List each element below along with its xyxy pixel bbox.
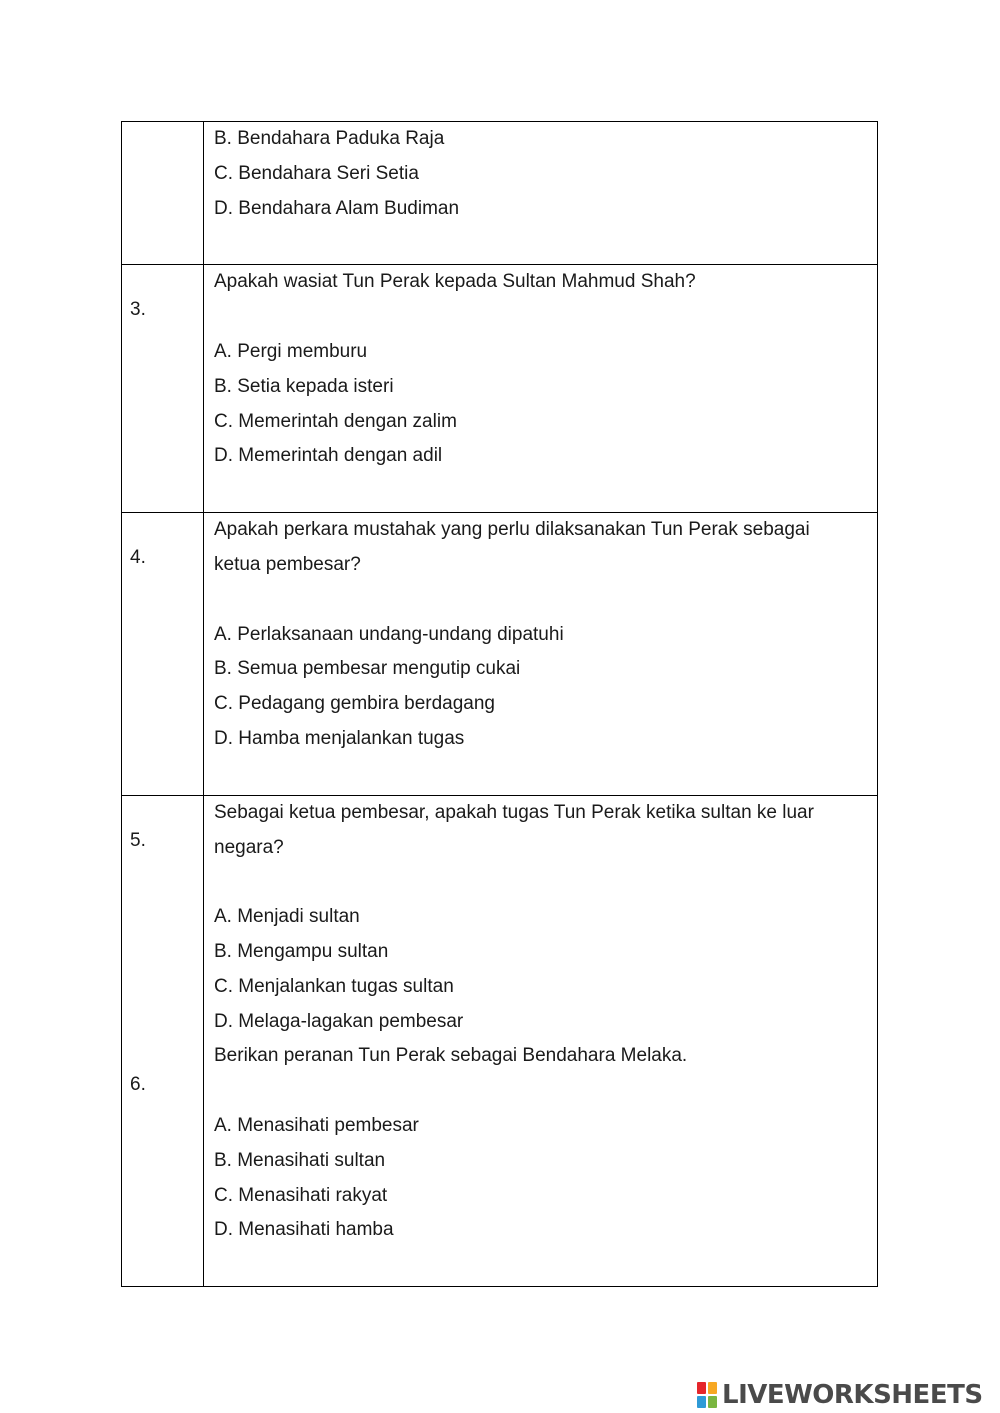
question-5-text: Sebagai ketua pembesar, apakah tugas Tun Perak ketika sultan ke luar xyxy=(214,801,814,823)
option-a: A. Perlaksanaan undang-undang dipatuhi xyxy=(214,623,564,645)
question-content xyxy=(204,796,877,1286)
question-text-cont: ketua pembesar? xyxy=(214,553,361,575)
question-6-text: Berikan peranan Tun Perak sebagai Bendahara Melaka. xyxy=(214,1045,688,1067)
option-c: C. Pedagang gembira berdagang xyxy=(214,693,495,715)
q6-option-a: A. Menasihati pembesar xyxy=(214,1114,419,1136)
question-number-5: 5. xyxy=(130,829,146,851)
question-row-continued xyxy=(122,122,877,264)
liveworksheets-logo xyxy=(697,1378,983,1412)
logo-square-blue xyxy=(697,1396,706,1408)
question-text: Apakah perkara mustahak yang perlu dilaksanakan Tun Perak sebagai xyxy=(214,519,810,541)
option-a: A. Pergi memburu xyxy=(214,340,368,362)
question-number-cell xyxy=(122,796,204,1286)
question-row-5-6 xyxy=(122,795,877,1286)
question-number: 3. xyxy=(130,299,146,321)
question-number: 4. xyxy=(130,547,146,569)
question-content xyxy=(204,265,877,512)
q5-option-a: A. Menjadi sultan xyxy=(214,906,360,928)
option-c: C. Bendahara Seri Setia xyxy=(214,162,419,184)
option-c: C. Memerintah dengan zalim xyxy=(214,410,457,432)
logo-square-red xyxy=(697,1382,706,1394)
question-row-4 xyxy=(122,512,877,795)
option-d: D. Hamba menjalankan tugas xyxy=(214,727,465,749)
q5-option-b: B. Mengampu sultan xyxy=(214,940,389,962)
option-b: B. Setia kepada isteri xyxy=(214,375,394,397)
q6-option-d: D. Menasihati hamba xyxy=(214,1219,394,1241)
question-number-6: 6. xyxy=(130,1073,146,1095)
option-b: B. Semua pembesar mengutip cukai xyxy=(214,658,521,680)
question-5-text-cont: negara? xyxy=(214,836,284,858)
quiz-table xyxy=(121,121,878,1287)
question-content xyxy=(204,513,877,795)
question-row-3 xyxy=(122,264,877,512)
q6-option-c: C. Menasihati rakyat xyxy=(214,1184,388,1206)
liveworksheets-logo-text: LIVEWORKSHEETS xyxy=(722,1380,983,1410)
question-content xyxy=(204,122,877,264)
question-text: Apakah wasiat Tun Perak kepada Sultan Mahmud Shah? xyxy=(214,271,696,293)
question-number-cell xyxy=(122,513,204,795)
option-d: D. Bendahara Alam Budiman xyxy=(214,197,460,219)
option-d: D. Memerintah dengan adil xyxy=(214,445,443,467)
logo-square-orange xyxy=(708,1382,717,1394)
logo-square-green xyxy=(708,1396,717,1408)
question-number-cell xyxy=(122,265,204,512)
q6-option-b: B. Menasihati sultan xyxy=(214,1149,386,1171)
q5-option-c: C. Menjalankan tugas sultan xyxy=(214,975,454,997)
liveworksheets-logo-icon xyxy=(697,1382,717,1408)
q5-option-d: D. Melaga-lagakan pembesar xyxy=(214,1010,464,1032)
option-b: B. Bendahara Paduka Raja xyxy=(214,128,445,149)
question-number-cell xyxy=(122,122,204,264)
